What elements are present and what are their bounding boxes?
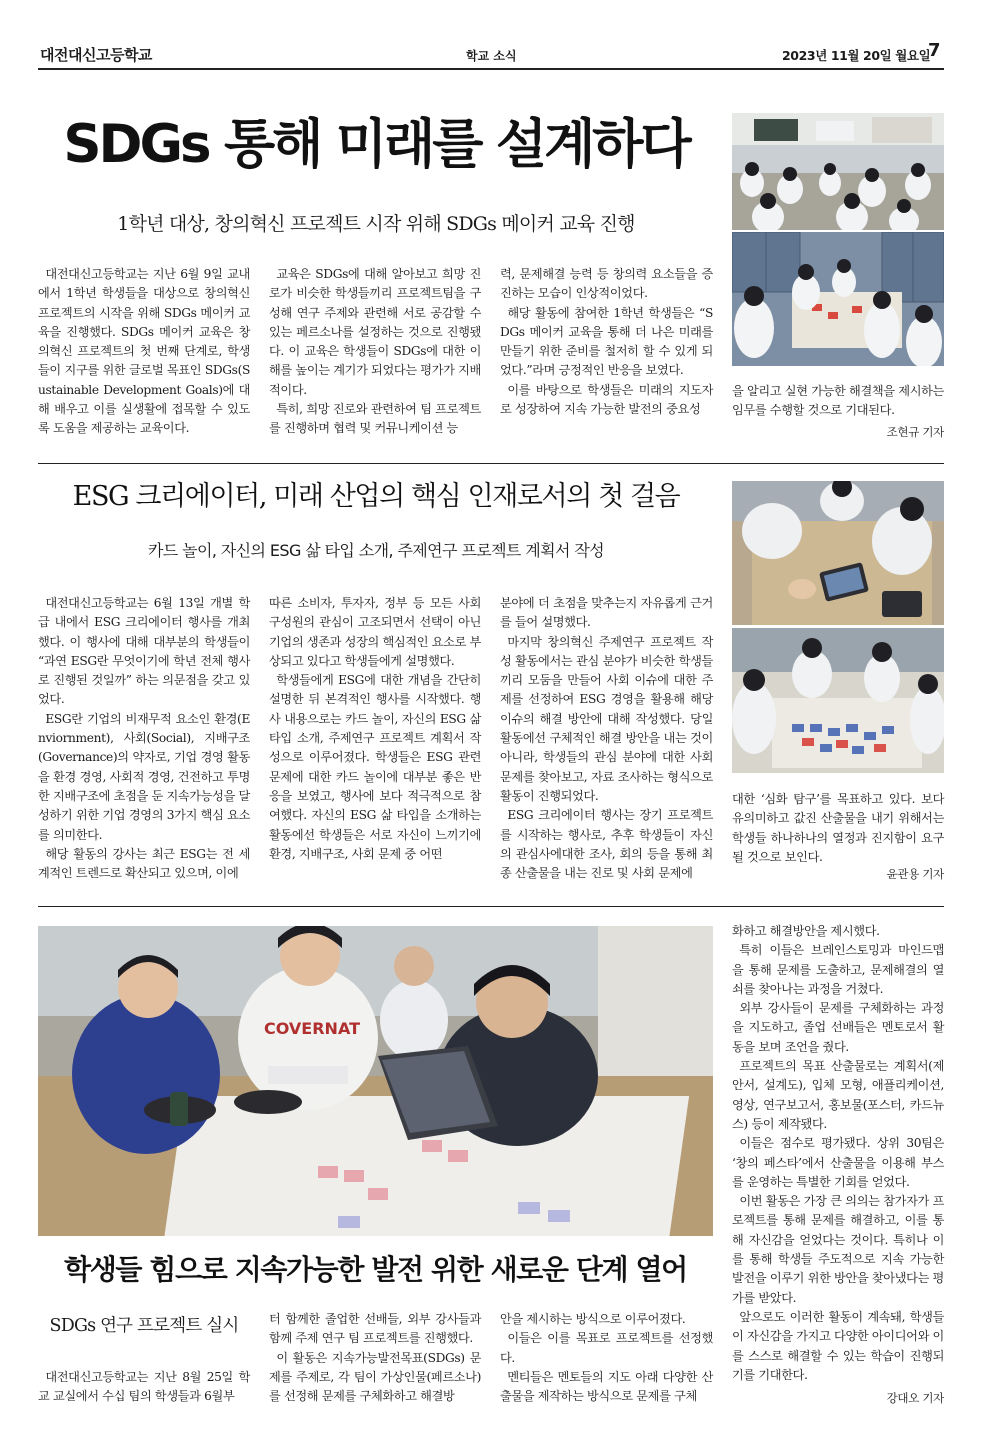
- article2-col1: 대전대신고등학교는 6월 13일 개별 학급 내에서 ESG 크리에이터 행사를 개최했다. 이 행사에 대해 대부분의 학생들이 “과연 ESG란 무엇이기에 학년 전체 행사로 진행된 것일까” 하는 의문점을 갖고 있었다. ESG란 기업의 비재무적 요소인 환경(Enviornment), 사회(Social), 지배구조(Governance)의 약자로, 기업 경영 활동을 환경 경영, 사회적 경영, 건전하고 투명한 지배구조에 초점을 둔 지속가능성을 달성하기 위한 기업 경영의 3가지 핵심 요소를 의미한다. 해당 활동의 강사는 최근 ESG는 전 세계적인 트렌드로 확산되고 있으며, 이에: [38, 596, 250, 881]
- article2-col3: 분야에 더 초점을 맞추는지 자유롭게 근거를 들어 설명했다. 마지막 창의혁신 주제연구 프로젝트 작성 활동에서는 관심 분야가 비슷한 학생들끼리 모둠을 만들어 사회 이슈에 대한 주제를 선정하여 ESG 경영을 활용해 해당 이슈의 해결 방안에 대해 작성했다. 당일 활동에선 구체적인 해결 방안을 내는 것이 아니라, 학생들의 관심 분야에 대한 사회 문제를 찾아보고, 자료 조사하는 형식으로 활동이 진행되었다. ESG 크리에이터 행사는 장기 프로젝트를 시작하는 행사로, 추후 학생들이 자신의 관심사에대한 조사, 회의 등을 통해 최종 산출물을 내는 진로 및 사회 문제에: [500, 596, 713, 881]
- article1-subhead: 1학년 대상, 창의혁신 프로젝트 시작 위해 SDGs 메이커 교육 진행: [117, 213, 635, 235]
- article2-photo-cards: [732, 628, 944, 773]
- article2-subhead: 카드 놀이, 자신의 ESG 삶 타입 소개, 주제연구 프로젝트 계획서 작성: [147, 541, 605, 560]
- header-rule: [38, 68, 944, 70]
- article1-photo-classroom: [732, 113, 944, 230]
- article3-headline: 학생들 힘으로 지속가능한 발전 위한 새로운 단계 열어: [64, 1253, 687, 1286]
- article3-col3: 안을 제시하는 방식으로 이루어졌다. 이들은 이를 목표로 프로젝트를 선정했다. 멘티들은 멘토들의 지도 아래 다양한 산출물을 제작하는 방식으로 문제를 구체: [500, 1312, 713, 1404]
- article1-col4: 을 알리고 실현 가능한 해결책을 제시하는 임무를 수행할 것으로 기대된다.: [732, 384, 944, 418]
- article3-photo-team: [38, 926, 713, 1236]
- article2-col2: 따른 소비자, 투자자, 정부 등 모든 사회 구성원의 관심이 고조되면서 선택이 아닌 기업의 생존과 성장의 핵심적인 요소로 부상되고 있다고 학생들에게 설명했다. 학생들에게 ESG에 대한 개념을 간단히 설명한 뒤 본격적인 행사를 시작했다. 행사 내용으로는 카드 놀이, 자신의 ESG 삶 타입 소개, 주제연구 프로젝트 계획서 작성으로 이루어졌다. 학생들은 ESG 관련 문제에 대한 카드 놀이에 대부분 좋은 반응을 보였고, 행사에 보다 적극적으로 참여했다. 자신의 ESG 삶 타입을 소개하는 활동에선 학생들은 서로 자신이 느끼기에 환경, 지배구조, 사회 문제 중 어떤: [269, 596, 481, 861]
- article1-col1: 대전대신고등학교는 지난 6월 9일 교내에서 1학년 학생들을 대상으로 창의혁신 프로젝트의 시작을 위해 SDGs 메이커 교육을 진행했다. SDGs 메이커 교육은 창의혁신 프로젝트의 첫 번째 단계로, 학생들이 지구를 위한 글로벌 목표인 SDGs(Sustainable Development Goals)에 대해 배우고 이를 실생활에 접목할 수 있도록 도움을 제공하는 교육이다.: [38, 267, 250, 436]
- article1-col2: 교육은 SDGs에 대해 알아보고 희망 진로가 비슷한 학생들끼리 프로젝트팀을 구성해 연구 주제와 관련해 서로 공감할 수 있는 페르소나를 설정하는 것으로 진행됐다. 이 교육은 학생들이 SDGs에 대한 이해를 높이는 계기가 되었다는 평가가 지배적이다. 특히, 희망 진로와 관련하여 팀 프로젝트를 진행하며 협력 및 커뮤니케이션 능: [269, 267, 481, 436]
- article1-byline: 조현규 기자: [886, 425, 944, 439]
- article3-subhead: SDGs 연구 프로젝트 실시: [49, 1316, 239, 1336]
- masthead-school: 대전대신고등학교: [40, 46, 152, 64]
- page-number: 7: [928, 40, 941, 61]
- article1-headline: SDGs 통해 미래를 설계하다: [63, 114, 689, 175]
- masthead-date: 2023년 11월 20일 월요일: [782, 48, 931, 63]
- article2-headline: ESG 크리에이터, 미래 산업의 핵심 인재로서의 첫 걸음: [72, 481, 680, 512]
- article2-col4: 대한 ‘심화 탐구’를 목표하고 있다. 보다 유의미하고 값진 산출물을 내기 위해서는 학생들 하나하나의 열정과 진지함이 요구될 것으로 보인다.: [732, 792, 944, 864]
- article1-col3: 력, 문제해결 능력 등 창의력 요소들을 증진하는 모습이 인상적이었다. 해당 활동에 참여한 1학년 학생들은 “SDGs 메이커 교육을 통해 더 나은 미래를 만들기 위한 준비를 철저히 할 수 있게 되었다.”라며 긍정적인 반응을 보였다. 이를 바탕으로 학생들은 미래의 지도자로 성장하여 지속 가능한 발전의 중요성: [500, 267, 713, 417]
- article2-photo-tablets: [732, 481, 944, 625]
- article2-rule: [38, 906, 944, 907]
- article3-col4: 화하고 해결방안을 제시했다. 특히 이들은 브레인스토밍과 마인드맵을 통해 문제를 도출하고, 문제해결의 열쇠를 찾아나는 과정을 거쳤다. 외부 강사들이 문제를 구체화하는 과정을 지도하고, 졸업 선배들은 멘토로서 활동을 보며 조언을 줬다. 프로젝트의 목표 산출물로는 계획서(제안서, 설계도), 입체 모형, 애플리케이션, 영상, 연구보고서, 홍보물(포스터, 카드뉴스) 등이 제작됐다. 이들은 점수로 평가됐다. 상위 30팀은 ‘창의 페스타’에서 산출물을 이용해 부스를 운영하는 특별한 기회를 얻었다. 이번 활동은 가장 큰 의의는 참가자가 프로젝트를 통해 문제를 해결하고, 이를 통해 자신감을 얻었다는 것이다. 특히나 이를 통해 학생들 주도적으로 지속 가능한 발전을 이루기 위한 방안을 찾아냈다는 평가를 받았다. 앞으로도 이러한 활동이 계속돼, 학생들이 자신감을 가지고 다양한 아이디어와 이를 스스로 해결할 수 있는 학습이 진행되기를 기대한다.: [732, 924, 944, 1382]
- article3-byline: 강대오 기자: [886, 1391, 944, 1405]
- article3-col2: 터 함께한 졸업한 선배들, 외부 강사들과 함께 주제 연구 팀 프로젝트를 진행했다. 이 활동은 지속가능발전목표(SDGs) 문제를 주제로, 각 팀이 가상인물(페르소나)를 선정해 문제를 구체화하고 해결방: [269, 1312, 481, 1404]
- article3-col1: 대전대신고등학교는 지난 8월 25일 학교 교실에서 수십 팀의 학생들과 6월부: [38, 1370, 250, 1404]
- article1-photo-lockers: [732, 232, 944, 366]
- article1-rule: [38, 463, 944, 464]
- shirt-text: COVERNAT: [264, 1019, 360, 1038]
- masthead-section: 학교 소식: [466, 49, 517, 63]
- article2-byline: 윤관용 기자: [886, 867, 944, 881]
